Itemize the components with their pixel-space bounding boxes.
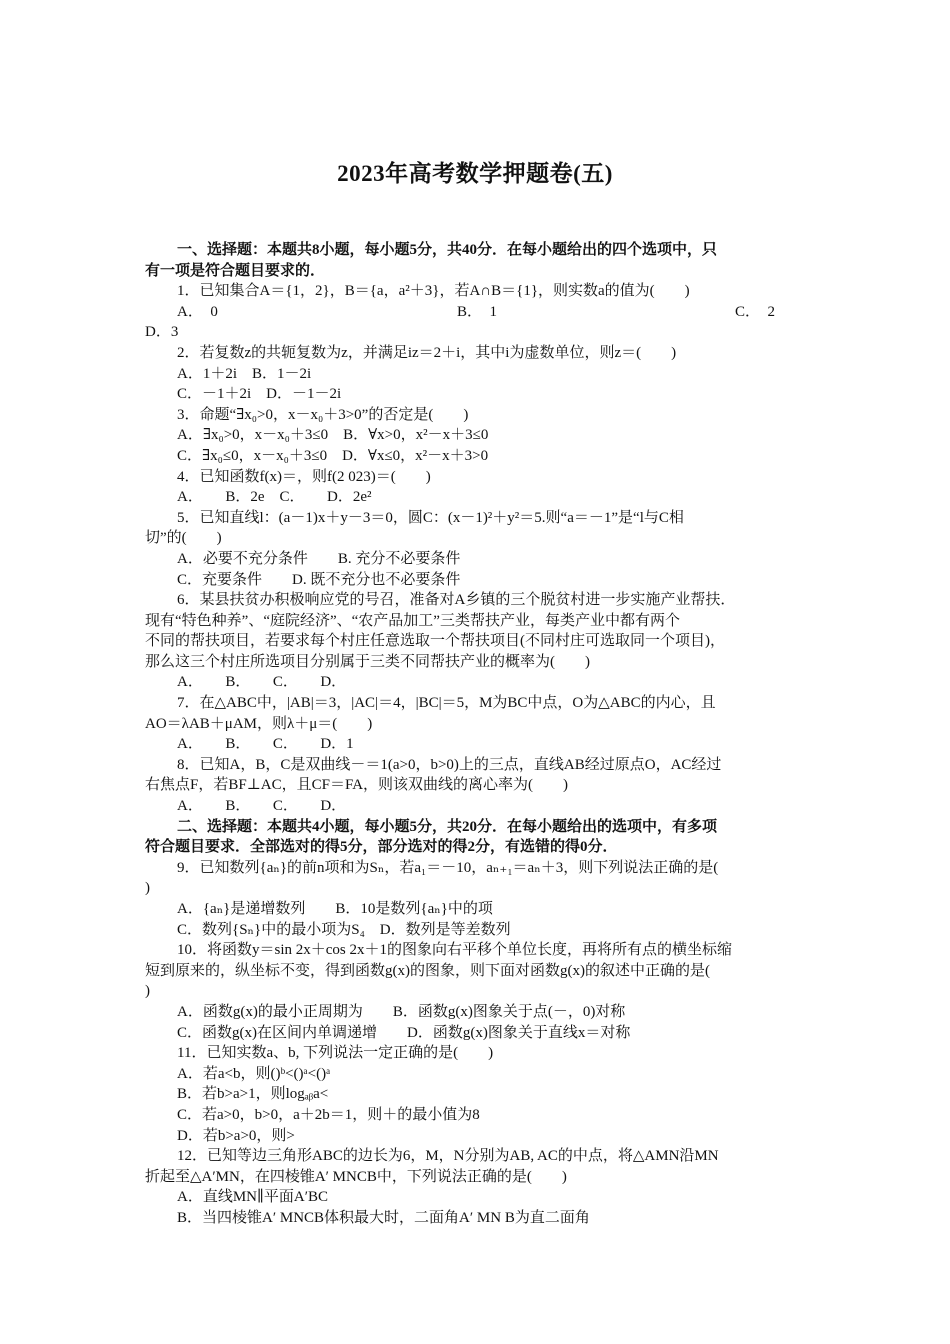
page-title: 2023年高考数学押题卷(五) [337, 161, 613, 186]
q9-stem-cont: ) [145, 880, 150, 897]
q3-stem: 3．命题“∃x₀>0，x－x₀＋3>0”的否定是( ) [177, 406, 469, 423]
q4-stem: 4．已知函数f(x)＝，则f(2 023)＝( ) [177, 468, 431, 485]
q10-stem-cont-2: ) [145, 983, 150, 1000]
exam-content [145, 240, 807, 1229]
q1-stem: 1．已知集合A＝{1，2}，B＝{a，a²＋3}，若A∩B＝{1}，则实数a的值为( ) [177, 283, 690, 300]
q3-options-cd: C．∃x₀≤0，x－x₀＋3≤0 D．∀x≤0，x²－x＋3>0 [177, 447, 489, 464]
q2-options-ab: A．1＋2i B．1－2i [177, 365, 312, 382]
q8-stem: 8．已知A，B，C是双曲线－＝1(a>0，b>0)上的三点，直线AB经过原点O，AC经过 [177, 756, 722, 773]
q11-option-d: D．若b>a>0，则> [177, 1127, 295, 1144]
q11-option-b: B．若b>a>1，则logₐᵦa< [177, 1086, 329, 1103]
q5-stem-cont: 切”的( ) [145, 530, 222, 547]
q6-options: A． B． C． D． [177, 674, 347, 691]
q1-option-d: D．3 [145, 324, 179, 341]
q1-option-a: A． 0 [177, 303, 218, 320]
q3-options-ab: A．∃x₀>0，x－x₀＋3≤0 B．∀x>0，x²－x＋3≤0 [177, 427, 489, 444]
q10-options-cd: C．函数g(x)在区间内单调递增 D．函数g(x)图象关于直线x＝对称 [177, 1024, 631, 1041]
q5-options-cd: C．充要条件 D. 既不充分也不必要条件 [177, 571, 461, 588]
q7-stem-cont: AO＝λAB＋μAM，则λ＋μ＝( ) [145, 715, 373, 732]
section2-heading: 二、选择题：本题共4小题，每小题5分，共20分．在每小题给出的选项中，有多项 [177, 818, 718, 835]
q12-stem: 12．已知等边三角形ABC的边长为6，M，N分别为AB, AC的中点，将△AMN沿MN [177, 1148, 719, 1165]
q12-option-a: A．直线MN∥平面A′BC [177, 1189, 329, 1206]
q11-stem: 11．已知实数a、b, 下列说法一定正确的是( ) [177, 1045, 494, 1062]
q7-options: A． B． C． D．1 [177, 736, 354, 753]
q5-options-ab: A．必要不充分条件 B. 充分不必要条件 [177, 550, 461, 567]
q9-options-cd: C．数列{Sₙ}中的最小项为S₄ D．数列是等差数列 [177, 921, 511, 938]
q11-option-a: A．若a<b，则()ᵇ<()ᵃ<()ᵃ [177, 1065, 331, 1082]
q5-stem: 5．已知直线l：(a－1)x＋y－3＝0，圆C：(x－1)²＋y²＝5.则“a＝－1”是“l与C相 [177, 509, 684, 526]
section2-heading-cont: 符合题目要求．全部选对的得5分，部分选对的得2分，有选错的得0分． [145, 839, 618, 856]
section1-heading: 一、选择题：本题共8小题，每小题5分，共40分．在每小题给出的四个选项中，只 [177, 242, 718, 258]
q10-stem-cont-1: 短到原来的，纵坐标不变，得到函数g(x)的图象，则下面对函数g(x)的叙述中正确的是( [145, 962, 710, 979]
q8-stem-cont: 右焦点F，若BF⊥AC，且CF＝FA，则该双曲线的离心率为( ) [145, 777, 569, 794]
q10-options-ab: A．函数g(x)的最小正周期为 B．函数g(x)图象关于点(－，0)对称 [177, 1003, 626, 1020]
q6-stem-cont-3: 那么这三个村庄所选项目分别属于三类不同帮扶产业的概率为( ) [145, 653, 590, 670]
q1-option-b: B． 1 [457, 303, 498, 320]
q6-stem-cont-2: 不同的帮扶项目，若要求每个村庄任意选取一个帮扶项目(不同村庄可选取同一个项目)， [145, 633, 725, 650]
q12-stem-cont: 折起至△A′MN，在四棱锥A′ MNCB中，下列说法正确的是( ) [145, 1168, 567, 1185]
q9-options-ab: A．{aₙ}是递增数列 B．10是数列{aₙ}中的项 [177, 901, 493, 917]
q10-stem: 10．将函数y＝sin 2x＋cos 2x＋1的图象向右平移个单位长度，再将所有点的横坐标缩 [177, 942, 733, 959]
q6-stem-cont-1: 现有“特色种养”、“庭院经济”、“农产品加工”三类帮扶产业，每类产业中都有两个 [145, 612, 680, 629]
q1-option-c: C． 2 [735, 303, 776, 320]
q2-stem: 2．若复数z的共轭复数为z，并满足iz＝2＋i，其中i为虚数单位，则z＝( ) [177, 344, 677, 361]
section1-heading-cont: 有一项是符合题目要求的． [145, 262, 326, 279]
q7-stem: 7．在△ABC中，|AB|＝3，|AC|＝4，|BC|＝5，M为BC中点，O为△ABC的内心，且 [177, 695, 716, 712]
q6-stem: 6．某县扶贫办积极响应党的号召，准备对A乡镇的三个脱贫村进一步实施产业帮扶． [177, 592, 736, 609]
q8-options: A． B． C． D． [177, 798, 347, 815]
q11-option-c: C．若a>0，b>0，a＋2b＝1，则＋的最小值为8 [177, 1106, 480, 1123]
q9-stem: 9．已知数列{aₙ}的前n项和为Sₙ，若a₁＝－10，aₙ₊₁＝aₙ＋3，则下列说法正确的是( [177, 859, 719, 876]
q12-option-b: B．当四棱锥A′ MNCB体积最大时，二面角A′ MN B为直二面角 [177, 1209, 590, 1226]
q4-options: A． B．2e C． D．2e² [177, 489, 372, 506]
q2-options-cd: C．－1＋2i D．－1－2i [177, 386, 342, 403]
q1-options [145, 302, 807, 323]
